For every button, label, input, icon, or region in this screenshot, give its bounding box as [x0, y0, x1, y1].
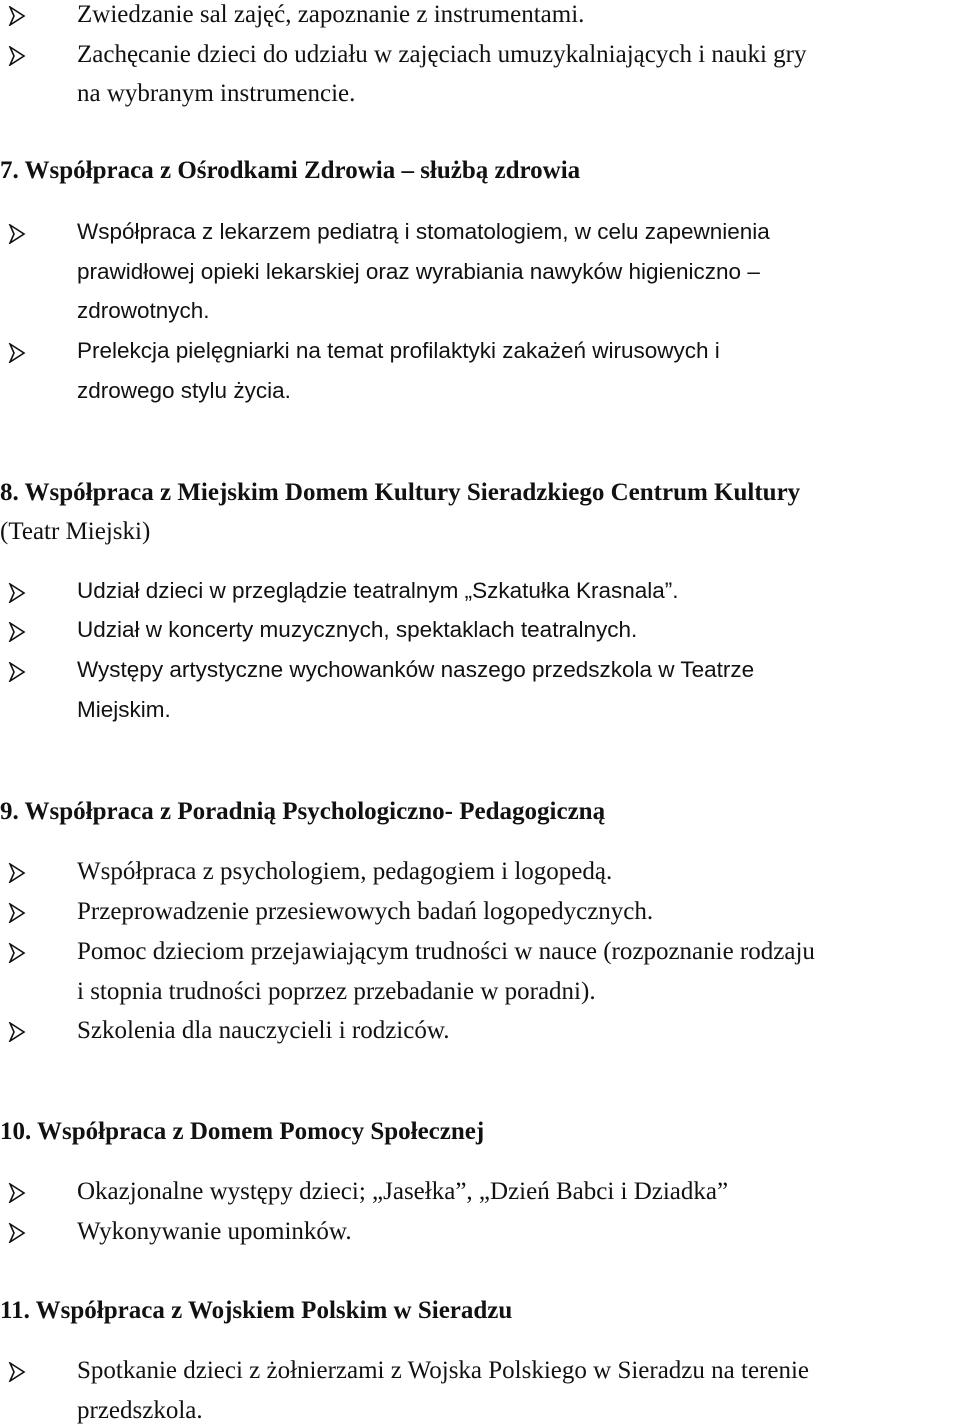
arrowhead-bullet-icon: [0, 863, 28, 883]
arrowhead-bullet-icon: [0, 1183, 28, 1203]
list-item-text: Występy artystyczne wychowanków naszego przedszkola w Teatrze: [77, 657, 755, 682]
list-item-text: Współpraca z lekarzem pediatrą i stomatologiem, w celu zapewnienia: [77, 219, 770, 244]
arrowhead-bullet-icon: [0, 224, 28, 244]
list-item-continuation: przedszkola.: [77, 1397, 203, 1424]
list-item-continuation: zdrowotnych.: [77, 298, 210, 323]
list-item-text: Wykonywanie upominków.: [77, 1218, 352, 1245]
section-heading-11: 11. Współpraca z Wojskiem Polskim w Sieradzu: [0, 1297, 513, 1324]
list-item-text: Okazjonalne występy dzieci; „Jasełka”, „Dzień Babci i Dziadka”: [77, 1178, 729, 1205]
list-item-text: Współpraca z psychologiem, pedagogiem i logopedą.: [77, 858, 613, 885]
list-item-text: Prelekcja pielęgniarki na temat profilaktyki zakażeń wirusowych i: [77, 338, 720, 363]
list-item-text: Spotkanie dzieci z żołnierzami z Wojska Polskiego w Sieradzu na terenie: [77, 1357, 810, 1384]
section-heading-8: 8. Współpraca z Miejskim Domem Kultury Sieradzkiego Centrum Kultury: [0, 479, 801, 506]
list-item-continuation: na wybranym instrumencie.: [77, 80, 356, 107]
arrowhead-bullet-icon: [0, 662, 28, 682]
section-heading-10: 10. Współpraca z Domem Pomocy Społecznej: [0, 1118, 485, 1145]
list-item-text: Szkolenia dla nauczycieli i rodziców.: [77, 1017, 450, 1044]
list-item-text: Udział dzieci w przeglądzie teatralnym „Szkatułka Krasnala”.: [77, 578, 679, 603]
list-item-text: Udział w koncerty muzycznych, spektaklach teatralnych.: [77, 617, 638, 642]
arrowhead-bullet-icon: [0, 943, 28, 963]
list-item-text: Zwiedzanie sal zajęć, zapoznanie z instrumentami.: [77, 1, 585, 28]
list-item-text: Zachęcanie dzieci do udziału w zajęciach umuzykalniających i nauki gry: [77, 41, 807, 68]
arrowhead-bullet-icon: [0, 622, 28, 642]
list-item-continuation: Miejskim.: [77, 697, 171, 722]
list-item-continuation: prawidłowej opieki lekarskiej oraz wyrabiania nawyków higieniczno –: [77, 259, 760, 284]
arrowhead-bullet-icon: [0, 6, 28, 26]
list-item-text: Pomoc dzieciom przejawiającym trudności w nauce (rozpoznanie rodzaju: [77, 938, 815, 965]
list-item-text: Przeprowadzenie przesiewowych badań logopedycznych.: [77, 898, 654, 925]
arrowhead-bullet-icon: [0, 903, 28, 923]
arrowhead-bullet-icon: [0, 343, 28, 363]
list-item-continuation: i stopnia trudności poprzez przebadanie w poradni).: [77, 978, 596, 1005]
arrowhead-bullet-icon: [0, 46, 28, 66]
arrowhead-bullet-icon: [0, 1362, 28, 1382]
arrowhead-bullet-icon: [0, 1223, 28, 1243]
arrowhead-bullet-icon: [0, 1022, 28, 1042]
list-item-continuation: zdrowego stylu życia.: [77, 378, 291, 403]
section-heading-9: 9. Współpraca z Poradnią Psychologiczno- Pedagogiczną: [0, 798, 606, 825]
arrowhead-bullet-icon: [0, 583, 28, 603]
section-heading-8-continuation: (Teatr Miejski): [0, 518, 151, 545]
section-heading-7: 7. Współpraca z Ośrodkami Zdrowia – służbą zdrowia: [0, 157, 581, 184]
